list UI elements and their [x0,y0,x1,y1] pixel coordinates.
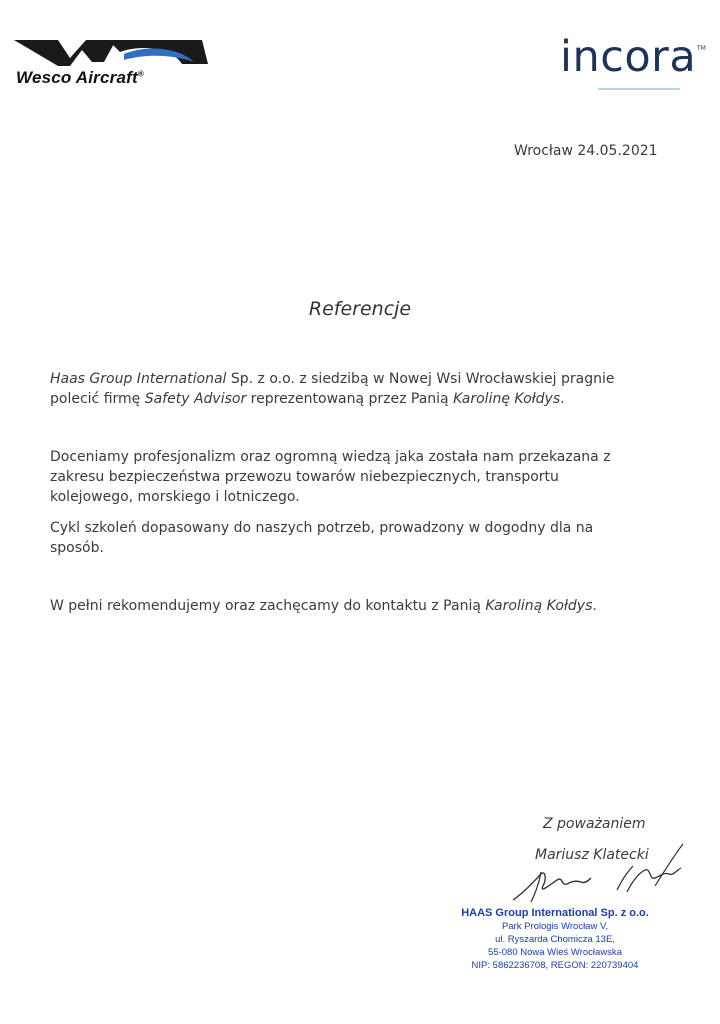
person-name: Karolinę Kołdys [453,391,561,407]
paragraph-recommendation: Haas Group International Sp. z o.o. z siedzibą w Nowej Wsi Wrocławskiej pragnie polecić firmę Safety Advisor reprezentowaną przez Panią Karolinę Kołdys. [50,371,615,407]
incora-logo [560,32,706,98]
stamp-tax-ids: NIP: 5862236708, REGON: 220739404 [471,960,639,971]
stamp-company-name: HAAS Group International Sp. z o.o. [461,907,649,919]
closing-phrase: Z poważaniem [543,816,646,832]
stamp-address-line: ul. Ryszarda Chomicza 13E, [495,934,615,945]
paragraph-appreciation: Doceniamy profesjonalizm oraz ogromną wiedzą jaka została nam przekazana z zakresu bezpieczeństwa przewozu towarów niebezpiecznych, transportu kolejowego, morskiego i lotniczego. [50,449,611,505]
company-stamp [440,906,670,972]
letter-title: Referencje [308,298,412,320]
registered-mark: ® [137,69,144,79]
wesco-logo-text: Wesco Aircraft® [16,68,144,87]
person-name: Karoliną Kołdys [485,598,593,614]
company-name: Haas Group International [50,371,227,387]
incora-logo-text: incora [560,32,697,82]
paragraph-closing-recommendation: W pełni rekomendujemy oraz zachęcamy do kontaktu z Panią Karoliną Kołdys. [50,598,597,614]
paragraph-training: Cykl szkoleń dopasowany do naszych potrzeb, prowadzony w dogodny dla na sposób. [50,520,594,556]
wesco-aircraft-logo [12,36,217,92]
signer-name: Mariusz Klatecki [535,847,649,863]
handwritten-signature [505,840,695,910]
stamp-address-line: 55-080 Nowa Wieś Wrocławska [488,947,622,958]
stamp-address-line: Park Prologis Wrocław V, [501,921,609,932]
trademark-mark: TM [697,45,706,52]
firm-name: Safety Advisor [144,391,247,407]
letter-date: Wrocław 24.05.2021 [514,143,658,159]
wesco-wing-mark [12,36,212,70]
incora-underline [598,88,680,90]
